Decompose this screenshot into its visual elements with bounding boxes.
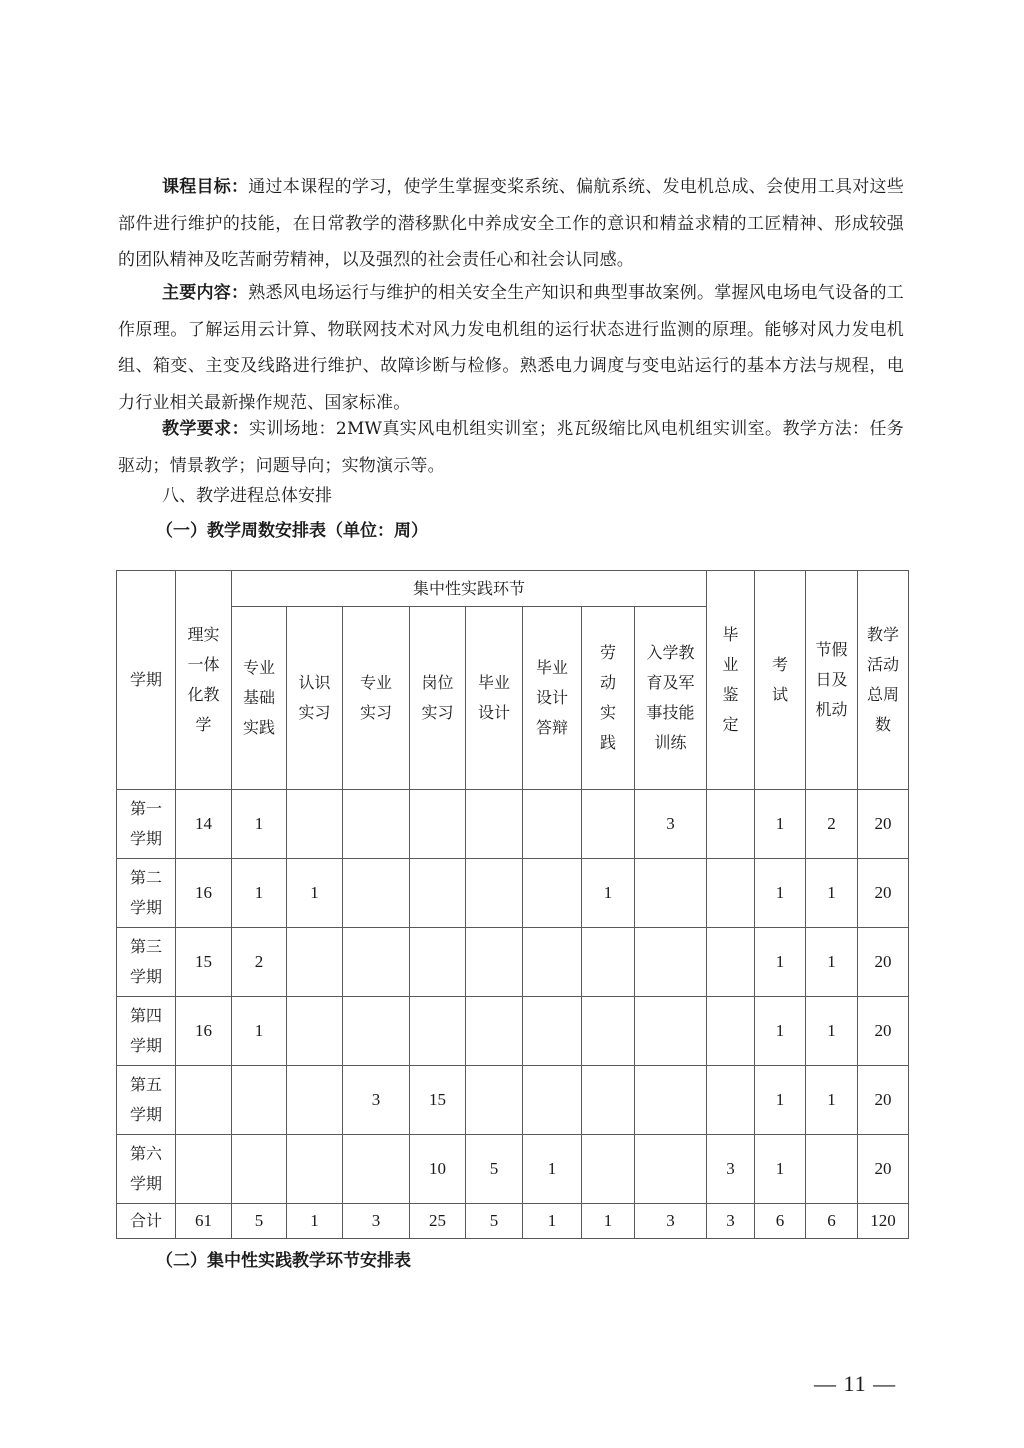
table-cell: 1 bbox=[755, 1066, 806, 1135]
total-cell: 3 bbox=[635, 1204, 707, 1239]
table-cell bbox=[343, 859, 410, 928]
table-cell bbox=[635, 997, 707, 1066]
header-line: 入学教 bbox=[646, 643, 695, 662]
table-cell bbox=[287, 928, 343, 997]
table-cell: 1 bbox=[755, 997, 806, 1066]
total-cell: 5 bbox=[466, 1204, 523, 1239]
table-cell bbox=[466, 859, 523, 928]
header-line: 机动 bbox=[815, 700, 848, 719]
total-label: 合计 bbox=[117, 1204, 176, 1239]
table-cell bbox=[343, 1135, 410, 1204]
total-cell: 3 bbox=[707, 1204, 755, 1239]
teaching-weeks-table bbox=[116, 570, 909, 1239]
total-cell: 5 bbox=[232, 1204, 287, 1239]
table-cell: 20 bbox=[858, 790, 909, 859]
header-line: 实习 bbox=[359, 703, 392, 722]
total-cell: 61 bbox=[176, 1204, 232, 1239]
header-line: 教学 bbox=[866, 625, 899, 644]
header-post-internship bbox=[410, 607, 466, 790]
table-cell bbox=[523, 928, 582, 997]
header-line: 考 bbox=[771, 655, 788, 674]
header-line: 实 bbox=[599, 703, 616, 722]
table-cell: 10 bbox=[410, 1135, 466, 1204]
table-cell bbox=[707, 1066, 755, 1135]
header-cognition-internship bbox=[287, 607, 343, 790]
header-line: 活动 bbox=[866, 655, 899, 674]
table-cell: 5 bbox=[466, 1135, 523, 1204]
table-cell bbox=[287, 997, 343, 1066]
total-cell: 120 bbox=[858, 1204, 909, 1239]
table-cell bbox=[806, 1135, 858, 1204]
table-cell: 20 bbox=[858, 1066, 909, 1135]
header-group-concentrated-practice: 集中性实践环节 bbox=[232, 571, 707, 607]
table-cell: 1 bbox=[755, 790, 806, 859]
table-cell: 1 bbox=[523, 1135, 582, 1204]
table-cell bbox=[466, 928, 523, 997]
semester-cell: 第四 学期 bbox=[117, 997, 176, 1066]
table-cell bbox=[176, 1066, 232, 1135]
header-line: 实习 bbox=[421, 703, 454, 722]
header-line: 设计 bbox=[535, 688, 568, 707]
table1-title: （一）教学周数安排表（单位：周） bbox=[156, 521, 428, 541]
header-line: 基础 bbox=[242, 688, 275, 707]
header-line: 答辩 bbox=[535, 718, 568, 737]
semester-cell: 第六 学期 bbox=[117, 1135, 176, 1204]
table-cell: 3 bbox=[343, 1066, 410, 1135]
header-graduation-appraisal bbox=[707, 571, 755, 790]
header-line: 认识 bbox=[298, 673, 331, 692]
header-line: 节假 bbox=[815, 640, 848, 659]
table2-title: （二）集中性实践教学环节安排表 bbox=[156, 1251, 411, 1271]
total-cell: 1 bbox=[287, 1204, 343, 1239]
header-line: 毕 bbox=[722, 625, 739, 644]
header-line: 动 bbox=[599, 673, 616, 692]
semester-cell: 第二 学期 bbox=[117, 859, 176, 928]
table-cell bbox=[523, 997, 582, 1066]
total-cell: 1 bbox=[582, 1204, 635, 1239]
table-cell bbox=[287, 1066, 343, 1135]
total-cell: 1 bbox=[523, 1204, 582, 1239]
table-cell bbox=[466, 790, 523, 859]
table-cell: 1 bbox=[287, 859, 343, 928]
header-labor-practice bbox=[582, 607, 635, 790]
page-number: — 11 — bbox=[814, 1371, 897, 1396]
header-line: 化教 bbox=[187, 685, 220, 704]
table-cell bbox=[287, 1135, 343, 1204]
table-cell: 2 bbox=[806, 790, 858, 859]
table-row bbox=[117, 790, 909, 859]
table-row bbox=[117, 928, 909, 997]
table-cell: 14 bbox=[176, 790, 232, 859]
header-line: 毕业 bbox=[535, 658, 568, 677]
table-cell bbox=[466, 997, 523, 1066]
header-line: 试 bbox=[771, 685, 788, 704]
table-cell bbox=[523, 790, 582, 859]
table-cell: 3 bbox=[707, 1135, 755, 1204]
header-line: 实习 bbox=[298, 703, 331, 722]
table-cell bbox=[582, 997, 635, 1066]
section-heading: 八、教学进程总体安排 bbox=[162, 486, 332, 506]
table-cell: 1 bbox=[232, 790, 287, 859]
semester-cell: 第五 学期 bbox=[117, 1066, 176, 1135]
table-cell bbox=[343, 790, 410, 859]
semester-cell: 第三 学期 bbox=[117, 928, 176, 997]
header-major-internship bbox=[343, 607, 410, 790]
table-cell bbox=[410, 790, 466, 859]
main-content-label: 主要内容： bbox=[162, 283, 249, 303]
table-cell: 15 bbox=[410, 1066, 466, 1135]
table-cell bbox=[635, 928, 707, 997]
header-line: 毕业 bbox=[477, 673, 510, 692]
table-cell bbox=[287, 790, 343, 859]
header-exam bbox=[755, 571, 806, 790]
header-line: 劳 bbox=[599, 643, 616, 662]
header-line: 设计 bbox=[477, 703, 510, 722]
table-cell: 1 bbox=[232, 997, 287, 1066]
header-line: 总周 bbox=[866, 685, 899, 704]
table-cell: 1 bbox=[755, 859, 806, 928]
table-row bbox=[117, 859, 909, 928]
table-row bbox=[117, 1066, 909, 1135]
header-line: 业 bbox=[722, 655, 739, 674]
total-cell: 25 bbox=[410, 1204, 466, 1239]
table-cell: 1 bbox=[806, 997, 858, 1066]
table-cell bbox=[707, 859, 755, 928]
course-objective-label: 课程目标： bbox=[162, 177, 249, 197]
header-line: 定 bbox=[722, 715, 739, 734]
header-row-1 bbox=[117, 571, 909, 607]
header-total-weeks bbox=[858, 571, 909, 790]
teaching-requirements-text: 实训场地：2MW真实风电机组实训室；兆瓦级缩比风电机组实训室。教学方法：任务驱动；情景教学；问题导向；实物演示等。 bbox=[118, 419, 905, 476]
table-cell: 1 bbox=[806, 859, 858, 928]
table-cell bbox=[410, 928, 466, 997]
table-row bbox=[117, 1135, 909, 1204]
semester-cell: 第一 学期 bbox=[117, 790, 176, 859]
table-cell: 1 bbox=[755, 928, 806, 997]
header-line: 学期 bbox=[129, 670, 162, 689]
table-cell bbox=[582, 790, 635, 859]
table-cell: 1 bbox=[806, 928, 858, 997]
main-content-paragraph bbox=[118, 275, 904, 421]
table-cell bbox=[343, 997, 410, 1066]
header-line: 理实 bbox=[187, 625, 220, 644]
table-cell bbox=[635, 1066, 707, 1135]
table-cell: 20 bbox=[858, 928, 909, 997]
table-cell bbox=[523, 1066, 582, 1135]
table-cell bbox=[410, 997, 466, 1066]
header-line: 实践 bbox=[242, 718, 275, 737]
header-line: 一体 bbox=[187, 655, 220, 674]
header-line: 鉴 bbox=[722, 685, 739, 704]
header-line: 数 bbox=[874, 715, 891, 734]
table-cell bbox=[343, 928, 410, 997]
table-cell bbox=[707, 790, 755, 859]
header-semester bbox=[117, 571, 176, 790]
table-cell bbox=[410, 859, 466, 928]
table-cell: 1 bbox=[755, 1135, 806, 1204]
table-cell: 15 bbox=[176, 928, 232, 997]
table-cell bbox=[523, 859, 582, 928]
table-cell bbox=[582, 1135, 635, 1204]
course-objective-paragraph bbox=[118, 169, 904, 279]
table-cell: 2 bbox=[232, 928, 287, 997]
total-cell: 6 bbox=[806, 1204, 858, 1239]
table-cell: 1 bbox=[806, 1066, 858, 1135]
table-cell bbox=[466, 1066, 523, 1135]
header-entrance-military bbox=[635, 607, 707, 790]
total-cell: 3 bbox=[343, 1204, 410, 1239]
main-content-text: 熟悉风电场运行与维护的相关安全生产知识和典型事故案例。掌握风电场电气设备的工作原理。了解运用云计算、物联网技术对风力发电机组的运行状态进行监测的原理。能够对风力发电机组、箱变、主变及线路进行维护、故障诊断与检修。熟悉电力调度与变电站运行的基本方法与规程，电力行业相关最新操作规范、国家标准。 bbox=[118, 283, 905, 413]
header-graduation-defense bbox=[523, 607, 582, 790]
table-cell: 16 bbox=[176, 859, 232, 928]
table-cell: 20 bbox=[858, 997, 909, 1066]
table-cell bbox=[707, 997, 755, 1066]
header-line: 专业 bbox=[359, 673, 392, 692]
header-line: 岗位 bbox=[421, 673, 454, 692]
header-line: 践 bbox=[599, 733, 616, 752]
table-cell bbox=[582, 1066, 635, 1135]
table-cell bbox=[232, 1135, 287, 1204]
table-cell: 20 bbox=[858, 1135, 909, 1204]
table-cell bbox=[707, 928, 755, 997]
table-cell bbox=[635, 859, 707, 928]
total-cell: 6 bbox=[755, 1204, 806, 1239]
header-line: 学 bbox=[195, 715, 212, 734]
header-line: 事技能 bbox=[646, 703, 695, 722]
header-line: 训练 bbox=[654, 733, 687, 752]
table-cell bbox=[176, 1135, 232, 1204]
table-cell: 1 bbox=[232, 859, 287, 928]
total-row bbox=[117, 1204, 909, 1239]
header-line: 日及 bbox=[815, 670, 848, 689]
table-cell: 1 bbox=[582, 859, 635, 928]
header-graduation-design bbox=[466, 607, 523, 790]
header-basic-practice bbox=[232, 607, 287, 790]
header-line: 育及军 bbox=[646, 673, 695, 692]
course-objective-text: 通过本课程的学习，使学生掌握变桨系统、偏航系统、发电机总成、会使用工具对这些部件进行维护的技能，在日常教学的潜移默化中养成安全工作的意识和精益求精的工匠精神、形成较强的团队精神及吃苦耐劳精神，以及强烈的社会责任心和社会认同感。 bbox=[118, 177, 905, 270]
table-cell: 16 bbox=[176, 997, 232, 1066]
header-line: 专业 bbox=[242, 658, 275, 677]
header-integrated-teaching bbox=[176, 571, 232, 790]
table-row bbox=[117, 997, 909, 1066]
header-holiday bbox=[806, 571, 858, 790]
table-cell: 20 bbox=[858, 859, 909, 928]
table-cell bbox=[232, 1066, 287, 1135]
teaching-requirements-label: 教学要求： bbox=[162, 419, 249, 439]
table-cell: 3 bbox=[635, 790, 707, 859]
teaching-requirements-paragraph bbox=[118, 411, 904, 484]
table-cell bbox=[582, 928, 635, 997]
table-cell bbox=[635, 1135, 707, 1204]
